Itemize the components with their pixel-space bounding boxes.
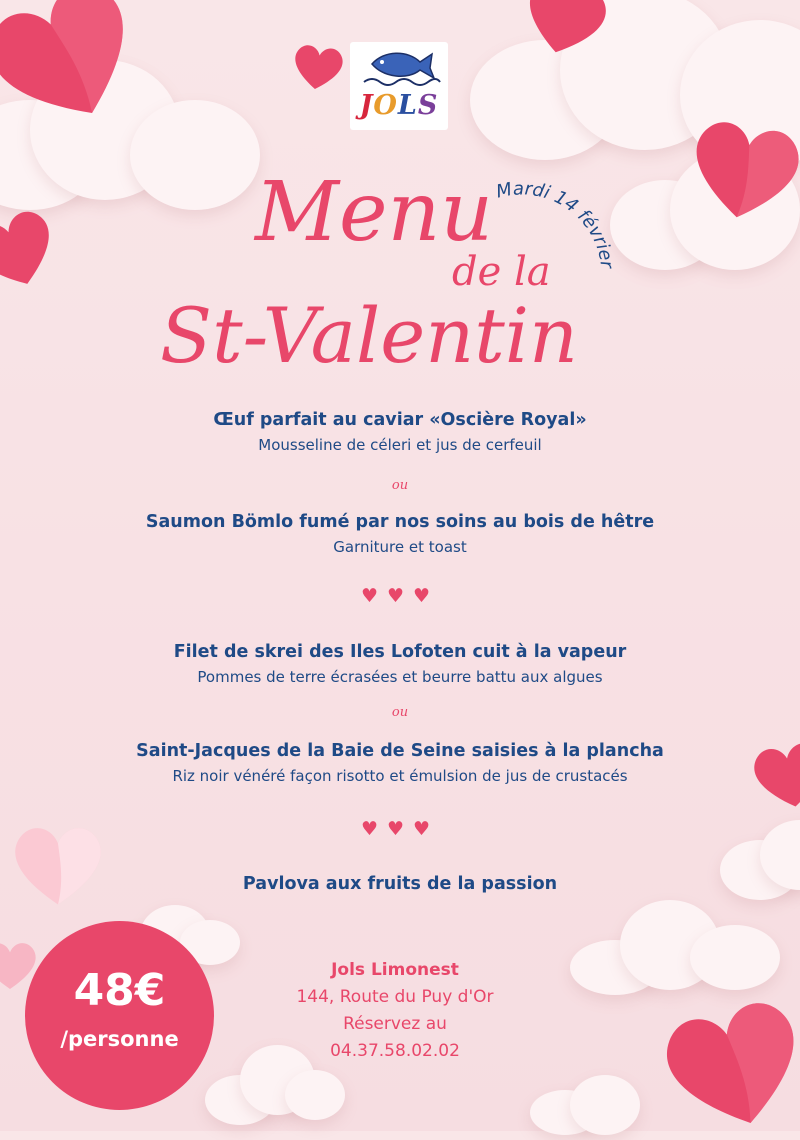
title	[0, 0, 800, 400]
dish-name: Pavlova aux fruits de la passion	[242, 874, 558, 894]
dish-name: Œuf parfait au caviar «Oscière Royal»	[213, 410, 587, 430]
main-1	[0, 642, 800, 686]
dish-description: Riz noir vénéré façon risotto et émulsion de jus de crustacés	[172, 767, 628, 785]
dish-description: Mousseline de céleri et jus de cerfeuil	[258, 436, 542, 454]
price-amount: 48€	[73, 965, 166, 1016]
dish-name: Saumon Bömlo fumé par nos soins au bois de hêtre	[145, 512, 655, 532]
restaurant-name: Jols Limonest	[331, 960, 459, 980]
entree-2	[0, 512, 800, 556]
title-st-valentin: St-Valentin	[160, 291, 578, 380]
or-separator: ou	[391, 705, 409, 720]
main-2	[0, 741, 800, 785]
hearts-separator: ♥♥♥	[360, 818, 440, 840]
date-label: Mardi 14 février	[494, 178, 618, 270]
restaurant-address: 144, Route du Puy d'Or	[296, 987, 494, 1007]
logo-text: JOLS	[359, 90, 439, 121]
title-menu: Menu	[255, 165, 494, 260]
dish-name: Saint-Jacques de la Baie de Seine saisies à la plancha	[136, 741, 664, 761]
entree-1	[0, 410, 800, 454]
reservation-label: Réservez au	[343, 1014, 447, 1034]
dessert	[0, 874, 800, 894]
price-badge	[25, 921, 214, 1110]
or-separator: ou	[391, 478, 409, 493]
title-de-la: de la	[452, 249, 551, 295]
heart-icon	[660, 990, 800, 1140]
hearts-separator: ♥♥♥	[360, 585, 440, 607]
dish-description: Garniture et toast	[333, 538, 467, 556]
phone-number[interactable]: 04.37.58.02.02	[330, 1041, 460, 1061]
price-unit: /personne	[60, 1027, 179, 1051]
dish-description: Pommes de terre écrasées et beurre battu aux algues	[197, 668, 603, 686]
dish-name: Filet de skrei des Iles Lofoten cuit à la vapeur	[173, 642, 627, 662]
